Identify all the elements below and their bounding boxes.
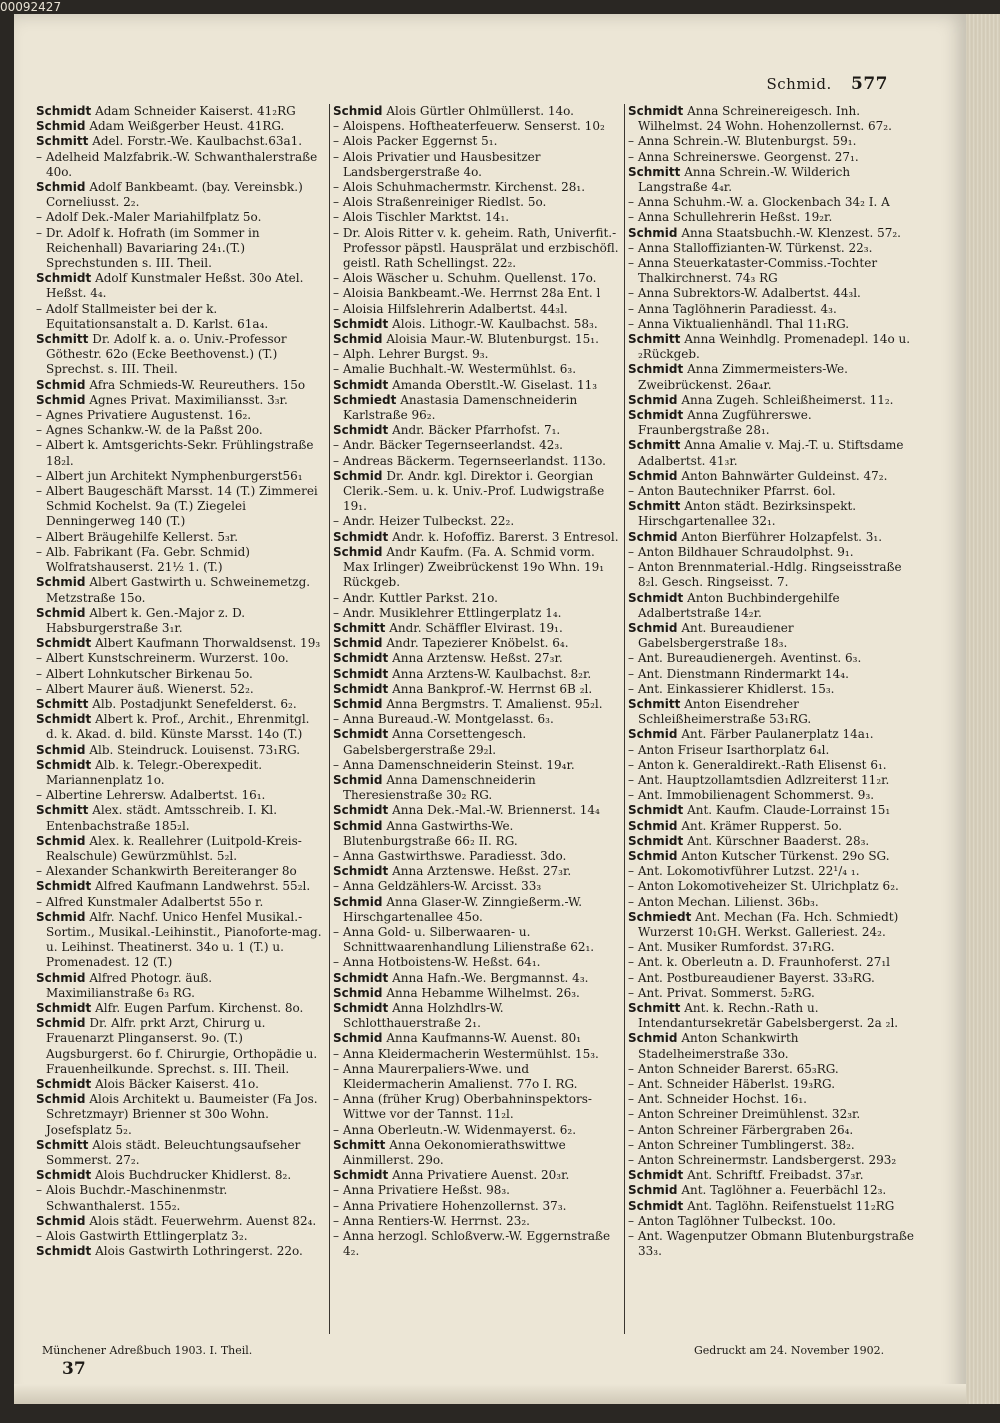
directory-entry: Schmidt Anna Holzhdlrs-W. Schlotthauerstraße 2₁. bbox=[333, 1000, 504, 1031]
page-header bbox=[766, 74, 888, 94]
directory-entry: – Albert jun Architekt Nymphenburgerst56₁ bbox=[36, 468, 303, 483]
directory-entry: Schmidt Anna Arztenswe. Heßst. 27₃r. bbox=[333, 864, 572, 879]
directory-entry: – Anton k. Generaldirekt.-Rath Elisenst 6₁. bbox=[628, 757, 887, 772]
directory-entry: – Adolf Dek.-Maler Mariahilfplatz 5o. bbox=[36, 210, 262, 225]
directory-entry: – Aloisia Bankbeamt.-We. Herrnst 28a Ent. l bbox=[333, 286, 601, 301]
directory-entry: Schmitt Anna Oekonomierathswittwe Ainmillerst. 29o. bbox=[333, 1137, 566, 1168]
directory-entry: Schmid Anna Kaufmanns-W. Auenst. 80₁ bbox=[333, 1031, 582, 1046]
directory-entry: – Anna Oberleutn.-W. Widenmayerst. 6₂. bbox=[333, 1122, 577, 1137]
directory-entry: Schmitt Anton städt. Bezirksinspekt. Hirschgartenallee 32₁. bbox=[628, 499, 857, 529]
directory-entry: – Anton Schreiner Färbergraben 26₄. bbox=[628, 1122, 854, 1137]
directory-entry: – Anna Maurerpaliers-Wwe. und Kleidermacherin Amalienst. 77o I. RG. bbox=[333, 1061, 578, 1091]
directory-entry: – Ant. Einkassierer Khidlerst. 15₃. bbox=[628, 681, 835, 696]
directory-entry: – Ant. Immobilienagent Schommerst. 9₃. bbox=[628, 788, 875, 803]
directory-entry: Schmid Anna Glaser-W. Zinngießerm.-W. Hirschgartenallee 45o. bbox=[333, 894, 583, 924]
page-number: 577 bbox=[851, 74, 888, 94]
directory-entry: – Ant. Dienstmann Rindermarkt 14₄. bbox=[628, 666, 849, 681]
directory-entry: – Albertine Lehrersw. Adalbertst. 16₁. bbox=[36, 788, 266, 803]
directory-entry: Schmidt Albert k. Prof., Archit., Ehrenmitgl. d. k. Akad. d. bild. Künste Marsst. 14o (T.) bbox=[36, 712, 310, 742]
directory-entry: – Andr. Bäcker Tegernseerlandst. 42₃. bbox=[333, 438, 563, 453]
directory-entry: Schmid Adolf Bankbeamt. (bay. Vereinsbk.) Corneliusst. 2₂. bbox=[36, 180, 303, 210]
directory-entry: Schmidt Anna Privatiere Auenst. 20₃r. bbox=[333, 1168, 570, 1183]
directory-entry: – Alois Buchdr.-Maschinenmstr. Schwanthalerst. 155₂. bbox=[36, 1183, 228, 1213]
directory-entry: – Anton Bautechniker Pfarrst. 6ol. bbox=[628, 484, 836, 499]
directory-entry: – Anton Schneider Barerst. 65₃RG. bbox=[628, 1061, 839, 1076]
directory-entry: – Anton Friseur Isarthorplatz 6₄l. bbox=[628, 742, 830, 757]
directory-entry: – Anton Brennmaterial.-Hdlg. Ringseisstraße 8₂l. Gesch. Ringseisst. 7. bbox=[628, 560, 902, 590]
directory-entry: – Anna Schreinerswe. Georgenst. 27₁. bbox=[628, 149, 859, 164]
directory-entry: Schmid Anna Damenschneiderin Theresienstraße 30₂ RG. bbox=[333, 772, 536, 803]
directory-entry: Schmid Albert Gastwirth u. Schweinemetzg. Metzstraße 15o. bbox=[36, 575, 311, 605]
directory-entry: – Anna Privatiere Heßst. 98₃. bbox=[333, 1183, 510, 1198]
column-3 bbox=[624, 104, 914, 1334]
directory-entry: Schmitt Alb. Postadjunkt Senefelderst. 6₂. bbox=[36, 696, 297, 711]
directory-entry: – Anna herzogl. Schloßverw.-W. Eggernstraße 4₂. bbox=[333, 1229, 611, 1259]
directory-entry: Schmidt Anna Zimmermeisters-We. Zweibrückenst. 26a₄r. bbox=[628, 362, 848, 392]
directory-entry: Schmitt Adel. Forstr.-We. Kaulbachst.63a1. bbox=[36, 134, 303, 149]
directory-entry: Schmidt Alfred Kaufmann Landwehrst. 55₂l. bbox=[36, 879, 311, 894]
directory-entry: Schmid Ant. Färber Paulanerplatz 14a₁. bbox=[628, 727, 874, 742]
directory-entry: – Ant. Hauptzollamtsdien Adlzreiterst 11₂r. bbox=[628, 772, 890, 787]
directory-entry: – Aloisia Hilfslehrerin Adalbertst. 44₃l. bbox=[333, 301, 568, 316]
directory-entry: – Dr. Adolf k. Hofrath (im Sommer in Reichenhall) Bavariaring 24₁.(T.) Sprechstunden s. III. Theil. bbox=[36, 225, 260, 271]
directory-entry: – Albert Baugeschäft Marsst. 14 (T.) Zimmerei Schmid Kochelst. 9a (T.) Ziegelei Denningerweg 140 (T.) bbox=[36, 484, 318, 529]
directory-entry: Schmidt Andr. k. Hofoffiz. Barerst. 3 Entresol. bbox=[333, 529, 619, 544]
directory-entry: – Alfred Kunstmaler Adalbertst 55o r. bbox=[36, 894, 264, 909]
directory-entry: Schmid Anna Hebamme Wilhelmst. 26₃. bbox=[333, 985, 580, 1000]
directory-entry: – Anna Privatiere Hohenzollernst. 37₃. bbox=[333, 1198, 567, 1213]
directory-entry: Schmiedt Anastasia Damenschneiderin Karlstraße 96₂. bbox=[333, 392, 578, 423]
directory-entry: – Ant. Privat. Sommerst. 5₂RG. bbox=[628, 985, 815, 1000]
directory-entry: – Albert Lohnkutscher Birkenau 5o. bbox=[36, 666, 253, 681]
directory-entry: – Adelheid Malzfabrik.-W. Schwanthalerstraße 40o. bbox=[36, 149, 318, 179]
directory-entry: Schmid Anton Bahnwärter Guldeinst. 47₂. bbox=[628, 468, 888, 483]
directory-entry: Schmid Alex. k. Reallehrer (Luitpold-Kreis-Realschule) Gewürzmühlst. 5₂l. bbox=[36, 833, 302, 863]
directory-entry: Schmidt Albert Kaufmann Thorwaldsenst. 19₃ bbox=[36, 636, 321, 651]
directory-entry: – Albert Kunstschreinerm. Wurzerst. 10o. bbox=[36, 651, 289, 666]
footer-print-date: Gedruckt am 24. November 1902. bbox=[694, 1344, 885, 1357]
directory-entry: – Anna Geldzählers-W. Arcisst. 33₃ bbox=[333, 879, 542, 894]
directory-entry: – Ant. Lokomotivführer Lutzst. 22¹/₄ ₁. bbox=[628, 864, 860, 879]
directory-entry: Schmitt Dr. Adolf k. a. o. Univ.-Professor Göthestr. 62o (Ecke Beethovenst.) (T.) Sprechst. s. III. Theil. bbox=[36, 332, 287, 377]
directory-entry: – Anna Kleidermacherin Westermühlst. 15₃. bbox=[333, 1046, 599, 1061]
directory-entry: Schmitt Anna Amalie v. Maj.-T. u. Stiftsdame Adalbertst. 41₃r. bbox=[628, 438, 904, 468]
directory-entry: – Anton Mechan. Lilienst. 36b₃. bbox=[628, 894, 819, 909]
directory-entry: Schmid Dr. Alfr. prkt Arzt, Chirurg u. Frauenarzt Plinganserst. 9o. (T.) Augsburgerst. 6o f. Chirurgie, Orthopädie u. Frauenheilkunde. Sprechst. s. III. Theil. bbox=[36, 1016, 318, 1076]
column-2 bbox=[329, 104, 619, 1334]
directory-entry: Schmidt Anna Arztensw. Heßst. 27₃r. bbox=[333, 651, 563, 666]
directory-entry: – Anton Schreiner Dreimühlenst. 32₃r. bbox=[628, 1107, 861, 1122]
directory-entry: – Alois Wäscher u. Schuhm. Quellenst. 17o. bbox=[333, 271, 597, 286]
directory-entry: – Dr. Alois Ritter v. k. geheim. Rath, Univerfit.-Professor päpstl. Hausprälat und erzbischöfl. geistl. Rath Schellingst. 22₂. bbox=[333, 225, 619, 271]
directory-entry: – Andr. Heizer Tulbeckst. 22₂. bbox=[333, 514, 515, 529]
directory-entry: – Ant. Wagenputzer Obmann Blutenburgstraße 33₃. bbox=[628, 1229, 914, 1259]
directory-entry: – Albert Bräugehilfe Kellerst. 5₃r. bbox=[36, 529, 239, 544]
directory-entry: Schmid Ant. Bureaudiener Gabelsbergerstraße 18₃. bbox=[628, 620, 794, 651]
directory-entry: – Anna Viktualienhändl. Thal 11₁RG. bbox=[628, 316, 850, 331]
directory-entry: – Anna Rentiers-W. Herrnst. 23₂. bbox=[333, 1213, 530, 1228]
directory-entry: – Alois Straßenreiniger Riedlst. 5o. bbox=[333, 195, 547, 210]
directory-entry: Schmid Aloisia Maur.-W. Blutenburgst. 15₁. bbox=[333, 332, 599, 347]
directory-entry: – Amalie Buchhalt.-W. Westermühlst. 6₃. bbox=[333, 362, 577, 377]
directory-entry: Schmid Ant. Taglöhner a. Feuerbächl 12₃. bbox=[628, 1183, 887, 1198]
directory-entry: – Alois Gastwirth Ettlingerplatz 3₂. bbox=[36, 1229, 248, 1244]
directory-entry: – Alb. Fabrikant (Fa. Gebr. Schmid) Wolfratshauserst. 21½ 1. (T.) bbox=[36, 544, 250, 575]
directory-entry: Schmid Anton Kutscher Türkenst. 29o SG. bbox=[628, 848, 890, 863]
directory-entry: Schmidt Ant. Schriftf. Freibadst. 37₃r. bbox=[628, 1168, 864, 1183]
directory-entry: – Agnes Schankw.-W. de la Paßst 20o. bbox=[36, 423, 263, 438]
directory-entry: Schmid Anna Staatsbuchh.-W. Klenzest. 57₂. bbox=[628, 225, 901, 240]
directory-entry: – Anna Bureaud.-W. Montgelasst. 6₃. bbox=[333, 712, 554, 727]
directory-entry: – Alois Schuhmachermstr. Kirchenst. 28₁. bbox=[333, 180, 586, 195]
directory-entry: – Ant. Schneider Häberlst. 19₃RG. bbox=[628, 1077, 836, 1091]
directory-entry: Schmidt Amanda Oberstlt.-W. Giselast. 11₃ bbox=[333, 377, 598, 392]
directory-entry: Schmid Adam Weißgerber Heust. 41RG. bbox=[36, 119, 285, 134]
directory-entry: Schmidt Anna Bankprof.-W. Herrnst 6B ₂l. bbox=[333, 681, 593, 696]
directory-entry: – Ant. Musiker Rumfordst. 37₁RG. bbox=[628, 940, 835, 955]
directory-entry: – Alois Privatier und Hausbesitzer Landsbergerstraße 4o. bbox=[333, 149, 541, 179]
directory-entry: Schmid Alois städt. Feuerwehrm. Auenst 82₄. bbox=[36, 1213, 317, 1228]
footer-publication: Münchener Adreßbuch 1903. I. Theil. bbox=[42, 1344, 253, 1357]
directory-entry: Schmid Albert k. Gen.-Major z. D. Habsburgerstraße 3₁r. bbox=[36, 605, 246, 635]
directory-entry: Schmidt Ant. Taglöhn. Reifenstuelst 11₂RG bbox=[628, 1198, 895, 1213]
directory-entry: – Alois Tischler Marktst. 14₁. bbox=[333, 210, 510, 225]
directory-entry: Schmidt Anna Dek.-Mal.-W. Briennerst. 14₄ bbox=[333, 803, 600, 818]
directory-entry: Schmidt Alfr. Eugen Parfum. Kirchenst. 8o. bbox=[36, 1000, 304, 1015]
directory-entry: Schmid Alfr. Nachf. Unico Henfel Musikal.-Sortim., Musikal.-Leihinstit., Pianoforte-mag. u. Leihinst. Theatinerst. 34o u. 1 (T.) u. Promenadest. 12 (T.) bbox=[36, 909, 322, 970]
directory-entry: Schmidt Ant. Kaufm. Claude-Lorrainst 15₁ bbox=[628, 803, 891, 818]
directory-entry: Schmitt Anton Eisendreher Schleißheimerstraße 53₁RG. bbox=[628, 696, 812, 727]
directory-entry: – Anna Gastwirthswe. Paradiesst. 3do. bbox=[333, 848, 567, 863]
directory-entry: – Anna Schullehrerin Heßst. 19₂r. bbox=[628, 210, 833, 225]
directory-entry: Schmiedt Ant. Mechan (Fa. Hch. Schmiedt) Wurzerst 10₁GH. Werkst. Galleriest. 24₂. bbox=[628, 909, 899, 939]
directory-entry: Schmidt Adolf Kunstmaler Heßst. 30o Atel. Heßst. 4₄. bbox=[36, 271, 304, 301]
directory-entry: – Anna Gold- u. Silberwaaren- u. Schnittwaarenhandlung Lilienstraße 62₁. bbox=[333, 924, 595, 955]
directory-entry: – Anton Lokomotiveheizer St. Ulrichplatz 6₂. bbox=[628, 879, 899, 894]
book-page-edge bbox=[966, 14, 1000, 1404]
directory-entry: – Alph. Lehrer Burgst. 9₃. bbox=[333, 347, 489, 362]
directory-entry: – Anna Steuerkataster-Commiss.-Tochter Thalkirchnerst. 74₃ RG bbox=[628, 256, 878, 286]
directory-entry: – Alois Packer Eggernst 5₁. bbox=[333, 134, 498, 149]
directory-entry: – Andr. Musiklehrer Ettlingerplatz 1₄. bbox=[333, 605, 562, 620]
directory-entry: – Albert k. Amtsgerichts-Sekr. Frühlingstraße 18₂l. bbox=[36, 438, 314, 468]
directory-entry: Schmidt Alb. k. Telegr.-Oberexpedit. Mariannenplatz 1o. bbox=[36, 757, 263, 787]
scan-id: 00092427 bbox=[0, 0, 62, 14]
running-head: Schmid. bbox=[766, 75, 832, 93]
directory-entry: Schmitt Ant. k. Rechn.-Rath u. Intendantursekretär Gabelsbergerst. 2a ₂l. bbox=[628, 1000, 899, 1031]
directory-entry: Schmidt Alois. Lithogr.-W. Kaulbachst. 58₃. bbox=[333, 316, 598, 331]
directory-entry: Schmid Andr Kaufm. (Fa. A. Schmid vorm. Max Irlinger) Zweibrückenst 19o Whn. 19₁ Rückgeb. bbox=[333, 544, 605, 590]
directory-entry: – Anna (früher Krug) Oberbahninspektors-Wittwe vor der Tannst. 11₂l. bbox=[333, 1092, 592, 1122]
directory-page bbox=[14, 14, 966, 1404]
directory-entry: Schmid Anton Schankwirth Stadelheimerstraße 33o. bbox=[628, 1031, 799, 1061]
directory-entry: Schmidt Anton Buchbindergehilfe Adalbertstraße 14₂r. bbox=[628, 590, 840, 620]
directory-entry: Schmitt Anna Schrein.-W. Wilderich Langstraße 4₄r. bbox=[628, 164, 851, 195]
directory-entry: Schmid Anna Gastwirths-We. Blutenburgstraße 66₂ II. RG. bbox=[333, 818, 518, 848]
directory-entry: – Anton Taglöhner Tulbeckst. 10o. bbox=[628, 1213, 836, 1228]
directory-entry: Schmitt Anna Weinhdlg. Promenadepl. 14o u. ₂Rückgeb. bbox=[628, 332, 911, 362]
directory-entry: Schmid Andr. Tapezierer Knöbelst. 6₄. bbox=[333, 636, 569, 651]
directory-entry: – Adolf Stallmeister bei der k. Equitationsanstalt a. D. Karlst. 61a₄. bbox=[36, 301, 269, 331]
directory-entry: Schmitt Andr. Schäffler Elvirast. 19₁. bbox=[333, 620, 563, 635]
directory-entry: – Anna Schrein.-W. Blutenburgst. 59₁. bbox=[628, 134, 857, 149]
directory-entry: Schmid Alois Architekt u. Baumeister (Fa Jos. Schretzmayr) Brienner st 30o Wohn. Josefsplatz 5₂. bbox=[36, 1092, 318, 1137]
directory-entry: – Aloispens. Hoftheaterfeuerw. Senserst. 10₂ bbox=[333, 119, 605, 134]
directory-entry: – Anton Bildhauer Schraudolphst. 9₁. bbox=[628, 544, 854, 559]
directory-entry: – Anna Stalloffizianten-W. Türkenst. 22₃. bbox=[628, 240, 873, 255]
directory-entry: – Anna Damenschneiderin Steinst. 19₄r. bbox=[333, 757, 575, 772]
directory-entry: – Andr. Kuttler Parkst. 21o. bbox=[333, 590, 498, 605]
directory-entry: Schmidt Alois Buchdrucker Khidlerst. 8₂. bbox=[36, 1168, 292, 1183]
directory-entry: Schmidt Anna Corsettengesch. Gabelsbergerstraße 29₂l. bbox=[333, 727, 527, 757]
column-1 bbox=[36, 104, 322, 1334]
footer-signature-number: 37 bbox=[62, 1359, 86, 1379]
directory-entry: Schmitt Alois städt. Beleuchtungsaufseher Sommerst. 27₂. bbox=[36, 1137, 301, 1168]
directory-entry: – Ant. Postbureaudiener Bayerst. 33₃RG. bbox=[628, 970, 875, 985]
directory-entry: – Ant. k. Oberleutn a. D. Fraunhoferst. 27₁l bbox=[628, 955, 890, 970]
directory-entry: – Albert Maurer äuß. Wienerst. 52₂. bbox=[36, 681, 254, 696]
directory-entry: Schmidt Alois Gastwirth Lothringerst. 22o. bbox=[36, 1244, 303, 1259]
directory-entry: Schmitt Alex. städt. Amtsschreib. I. Kl. Entenbachstraße 185₂l. bbox=[36, 803, 278, 833]
directory-entry: Schmidt Andr. Bäcker Pfarrhofst. 7₁. bbox=[333, 423, 561, 438]
page-bottom-shadow bbox=[14, 1384, 966, 1404]
directory-entry: – Anton Schreinermstr. Landsbergerst. 293₂ bbox=[628, 1153, 897, 1168]
directory-entry: – Agnes Privatiere Augustenst. 16₂. bbox=[36, 408, 252, 423]
directory-entry: – Anton Schreiner Tumblingerst. 38₂. bbox=[628, 1137, 855, 1152]
directory-entry: – Anna Subrektors-W. Adalbertst. 44₃l. bbox=[628, 286, 861, 301]
directory-entry: – Ant. Schneider Hochst. 16₁. bbox=[628, 1092, 807, 1107]
directory-entry: Schmid Alfred Photogr. äuß. Maximilianstraße 6₃ RG. bbox=[36, 970, 213, 1000]
directory-entry: – Anna Hotboistens-W. Heßst. 64₁. bbox=[333, 955, 541, 970]
directory-entry: – Anna Schuhm.-W. a. Glockenbach 34₂ I. A bbox=[628, 195, 890, 210]
directory-entry: Schmidt Anna Arztens-W. Kaulbachst. 8₂r. bbox=[333, 666, 592, 681]
directory-entry: Schmid Dr. Andr. kgl. Direktor i. Georgian Clerik.-Sem. u. k. Univ.-Prof. Ludwigstraße 19₁. bbox=[333, 468, 605, 514]
directory-entry: Schmid Afra Schmieds-W. Reureuthers. 15o bbox=[36, 377, 306, 392]
directory-entry: – Anna Taglöhnerin Paradiesst. 4₃. bbox=[628, 301, 837, 316]
directory-entry: – Andreas Bäckerm. Tegernseerlandst. 113o. bbox=[333, 453, 606, 468]
directory-entry: Schmidt Anna Hafn.-We. Bergmannst. 4₃. bbox=[333, 970, 589, 985]
directory-entry: Schmid Anton Bierführer Holzapfelst. 3₁. bbox=[628, 529, 883, 544]
directory-entry: Schmid Ant. Krämer Rupperst. 5o. bbox=[628, 818, 843, 833]
directory-entry: Schmidt Adam Schneider Kaiserst. 41₂RG bbox=[36, 104, 296, 118]
directory-entry: – Alexander Schankwirth Bereiteranger 8o bbox=[36, 864, 297, 879]
directory-entry: Schmid Anna Zugeh. Schleißheimerst. 11₂. bbox=[628, 392, 894, 407]
directory-entry: Schmidt Anna Zugführerswe. Fraunbergstraße 28₁. bbox=[628, 408, 812, 438]
directory-entry: Schmid Agnes Privat. Maximiliansst. 3₃r. bbox=[36, 392, 288, 407]
directory-entry: Schmid Alois Gürtler Ohlmüllerst. 14o. bbox=[333, 104, 574, 118]
directory-entry: Schmidt Ant. Kürschner Baaderst. 28₃. bbox=[628, 833, 870, 848]
directory-entry: Schmid Alb. Steindruck. Louisenst. 73₁RG. bbox=[36, 742, 301, 757]
directory-entry: Schmidt Alois Bäcker Kaiserst. 41o. bbox=[36, 1077, 259, 1091]
directory-entry: – Ant. Bureaudienergeh. Aventinst. 6₃. bbox=[628, 651, 862, 666]
directory-entry: Schmidt Anna Schreinereigesch. Inh. Wilhelmst. 24 Wohn. Hohenzollernst. 67₂. bbox=[628, 104, 892, 134]
directory-entry: Schmid Anna Bergmstrs. T. Amalienst. 95₂l. bbox=[333, 696, 603, 711]
